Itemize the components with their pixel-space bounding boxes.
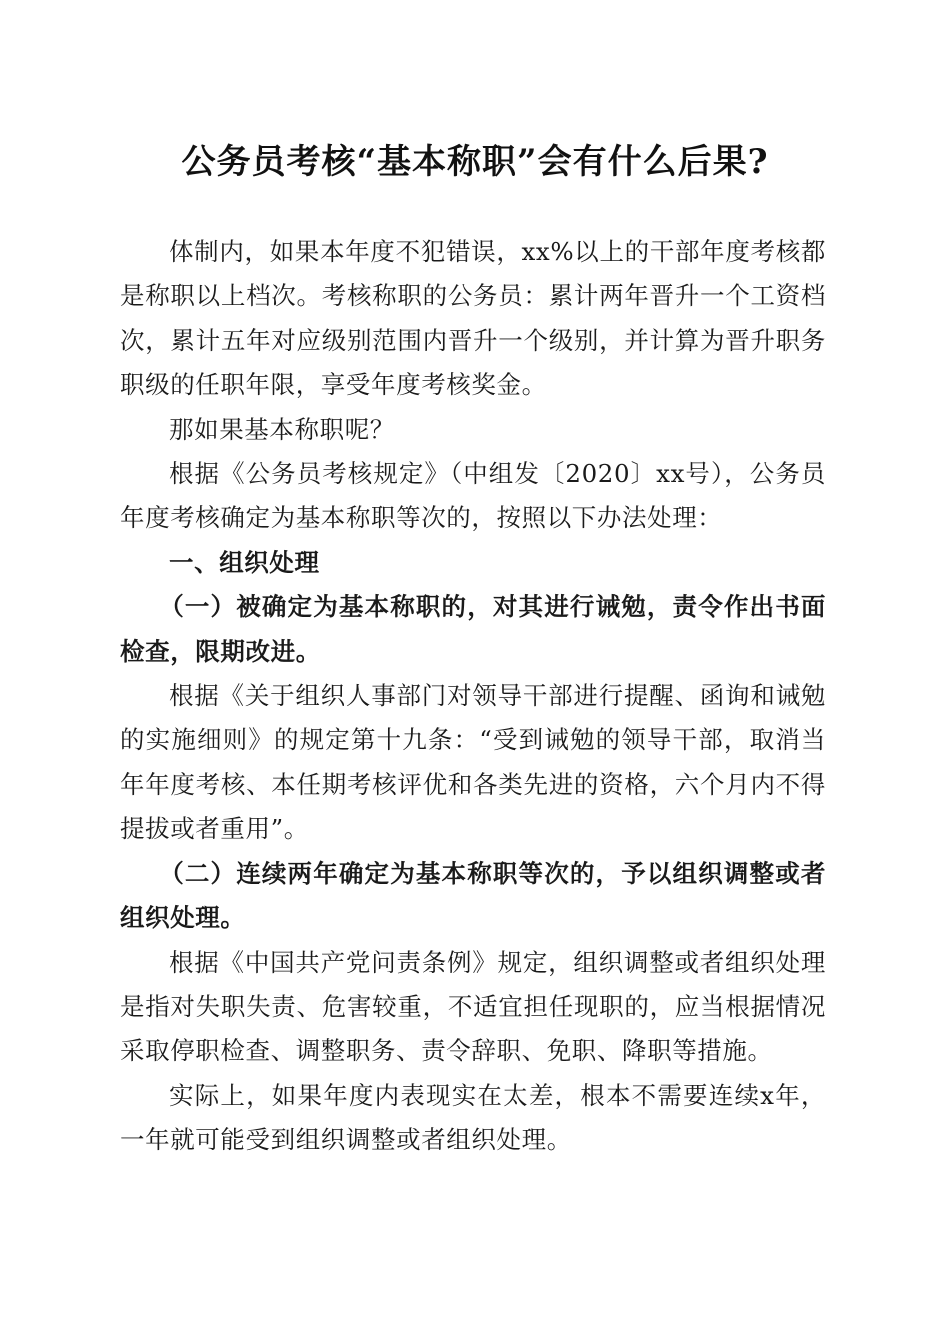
subsection-heading-1: （一）被确定为基本称职的，对其进行诫勉，责令作出书面检查，限期改进。	[120, 592, 826, 666]
paragraph-article-19: 根据《关于组织人事部门对领导干部进行提醒、函询和诫勉的实施细则》的规定第十九条：“受到诫勉的领导干部，取消当年年度考核、本任期考核评优和各类先进的资格，六个月内不得提拔或者重用”。	[120, 681, 826, 844]
paragraph-intro: 体制内，如果本年度不犯错误，xx%以上的干部年度考核都是称职以上档次。考核称职的公务员：累计两年晋升一个工资档次，累计五年对应级别范围内晋升一个级别，并计算为晋升职务职级的任职年限，享受年度考核奖金。	[120, 237, 826, 400]
section-heading-organizational-handling: 一、组织处理	[169, 547, 320, 577]
paragraph-regulation: 根据《公务员考核规定》（中组发〔2020〕xx号），公务员年度考核确定为基本称职等次的，按照以下办法处理：	[120, 459, 826, 533]
document-title: 公务员考核“基本称职”会有什么后果?	[181, 142, 769, 182]
paragraph-conclusion: 实际上，如果年度内表现实在太差，根本不需要连续x年，一年就可能受到组织调整或者组织处理。	[120, 1080, 826, 1155]
document-body	[120, 230, 826, 1163]
paragraph-question: 那如果基本称职呢？	[169, 414, 395, 444]
subsection-heading-2: （二）连续两年确定为基本称职等次的，予以组织调整或者组织处理。	[120, 858, 826, 933]
paragraph-accountability-regulation: 根据《中国共产党问责条例》规定，组织调整或者组织处理是指对失职失责、危害较重，不适宜担任现职的，应当根据情况采取停职检查、调整职务、责令辞职、免职、降职等措施。	[120, 947, 826, 1066]
